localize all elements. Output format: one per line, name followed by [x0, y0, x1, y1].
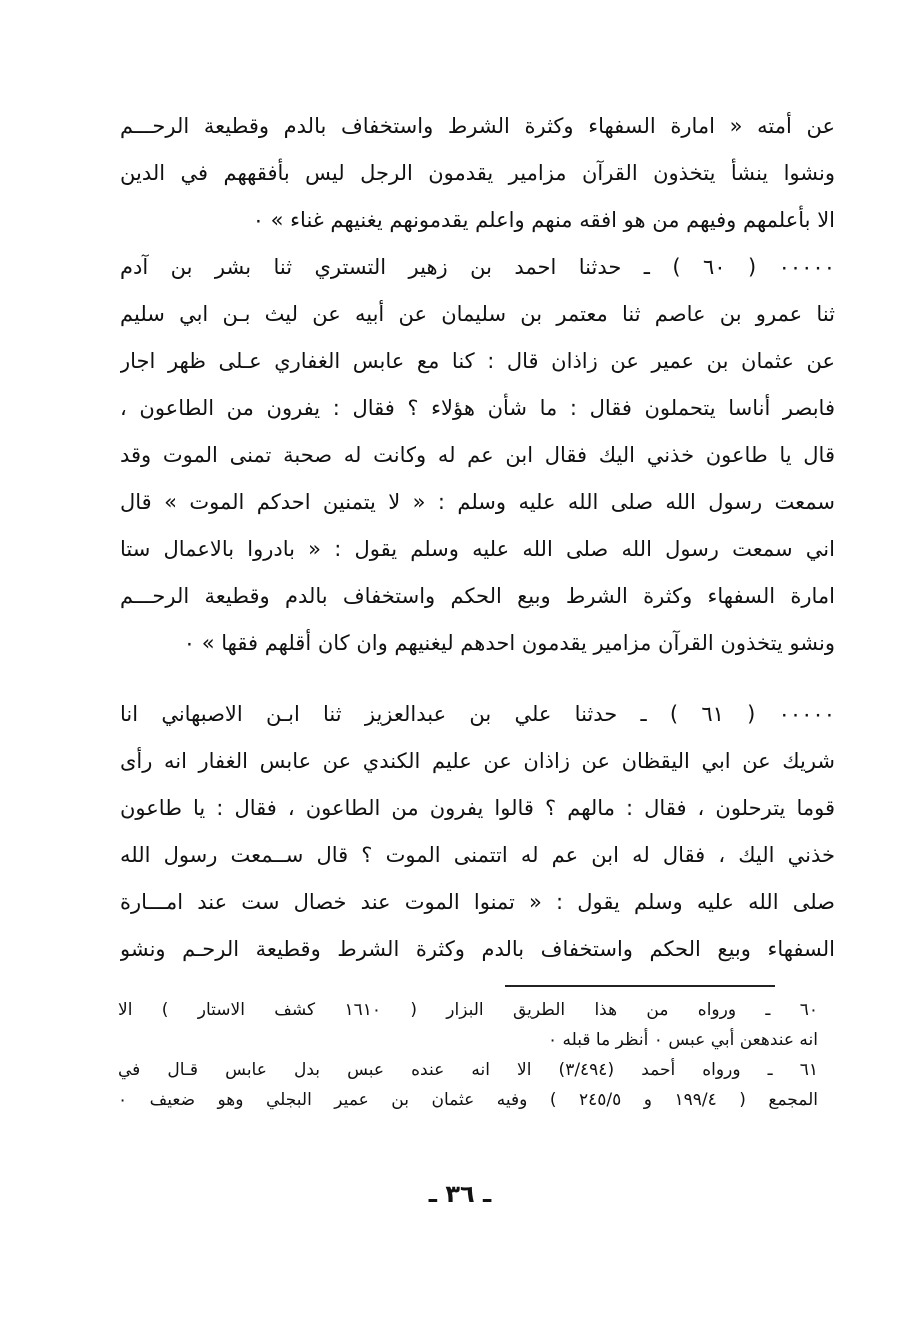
page-number: ـ ٣٦ ـ	[428, 1180, 492, 1208]
text-line: ونشوا ينشأ يتخذون القرآن مزامير يقدمون الرجل ليس بأفقههم في الدين	[120, 161, 835, 185]
text-line: السفهاء وبيع الحكم واستخفاف بالدم وكثرة الشرط وقطيعة الرحـم ونشو	[120, 937, 835, 961]
text-line: عن أمته « امارة السفهاء وكثرة الشرط واستخفاف بالدم وقطيعة الرحـــم	[120, 114, 835, 138]
text-line: اني سمعت رسول الله صلى الله عليه وسلم يقول : « بادروا بالاعمال ستا	[120, 537, 835, 561]
footnote-line: ٦٠ ـ ورواه من هذا الطريق البزار ( ١٦١٠ كشف الاستار ) الا	[118, 1000, 818, 1020]
text-line: عن عثمان بن عمير عن زاذان قال : كنا مع عابس الغفاري عـلى ظهر اجار	[120, 349, 835, 373]
paragraph-gap	[120, 667, 835, 691]
main-text	[120, 103, 835, 973]
footnote-separator	[505, 985, 775, 987]
text-line: قال يا طاعون خذني اليك فقال ابن عم له وكانت له صحبة تمنى الموت وقد	[120, 443, 835, 467]
text-line: خذني اليك ، فقال له ابن عم له اتتمنى الموت ؟ قال ســمعت رسول الله	[120, 843, 835, 867]
text-line: صلى الله عليه وسلم يقول : « تمنوا الموت عند خصال ست عند امـــارة	[120, 890, 835, 914]
hadith-61-heading-line: ٠٠٠٠٠ ( ٦١ ) ـ حدثنا علي بن عبدالعزيز ثنا ابـن الاصبهاني انا	[120, 702, 835, 726]
footnote-line: ٦١ ـ ورواه أحمد (٣/٤٩٤) الا انه عنده عبس بدل عابس قـال في	[118, 1060, 818, 1080]
text-line: ثنا عمرو بن عاصم ثنا معتمر بن سليمان عن أبيه عن ليث بـن ابي سليم	[120, 302, 835, 326]
text-line: سمعت رسول الله صلى الله عليه وسلم : « لا يتمنين احدكم الموت » قال	[120, 490, 835, 514]
hadith-60-heading-line: ٠٠٠٠٠ ( ٦٠ ) ـ حدثنا احمد بن زهير التستري ثنا بشر بن آدم	[120, 255, 835, 279]
text-line: امارة السفهاء وكثرة الشرط وبيع الحكم واستخفاف بالدم وقطيعة الرحـــم	[120, 584, 835, 608]
text-line: فابصر أناسا يتحملون فقال : ما شأن هؤلاء ؟ فقال : يفرون من الطاعون ،	[120, 396, 835, 420]
text-line: ونشو يتخذون القرآن مزامير يقدمون احدهم ليغنيهم وان كان أقلهم فقها » ٠	[183, 631, 835, 655]
text-line: شريك عن ابي اليقظان عن زاذان عن عليم الكندي عن عابس الغفار انه رأى	[120, 749, 835, 773]
text-line: الا بأعلمهم وفيهم من هو افقه منهم واعلم يقدمونهم يغنيهم غناء » ٠	[252, 208, 835, 232]
footnote-line: المجمع ( ١٩٩/٤ و ٢٤٥/٥ ) وفيه عثمان بن عمير البجلي وهو ضعيف ٠	[118, 1090, 818, 1110]
text-line: قوما يترحلون ، فقال : مالهم ؟ قالوا يفرون من الطاعون ، فقال : يا طاعون	[120, 796, 835, 820]
footnotes	[118, 995, 818, 1115]
footnote-line: انه عندهعن أبي عبس ٠ أنظر ما قبله ٠	[547, 1030, 818, 1050]
